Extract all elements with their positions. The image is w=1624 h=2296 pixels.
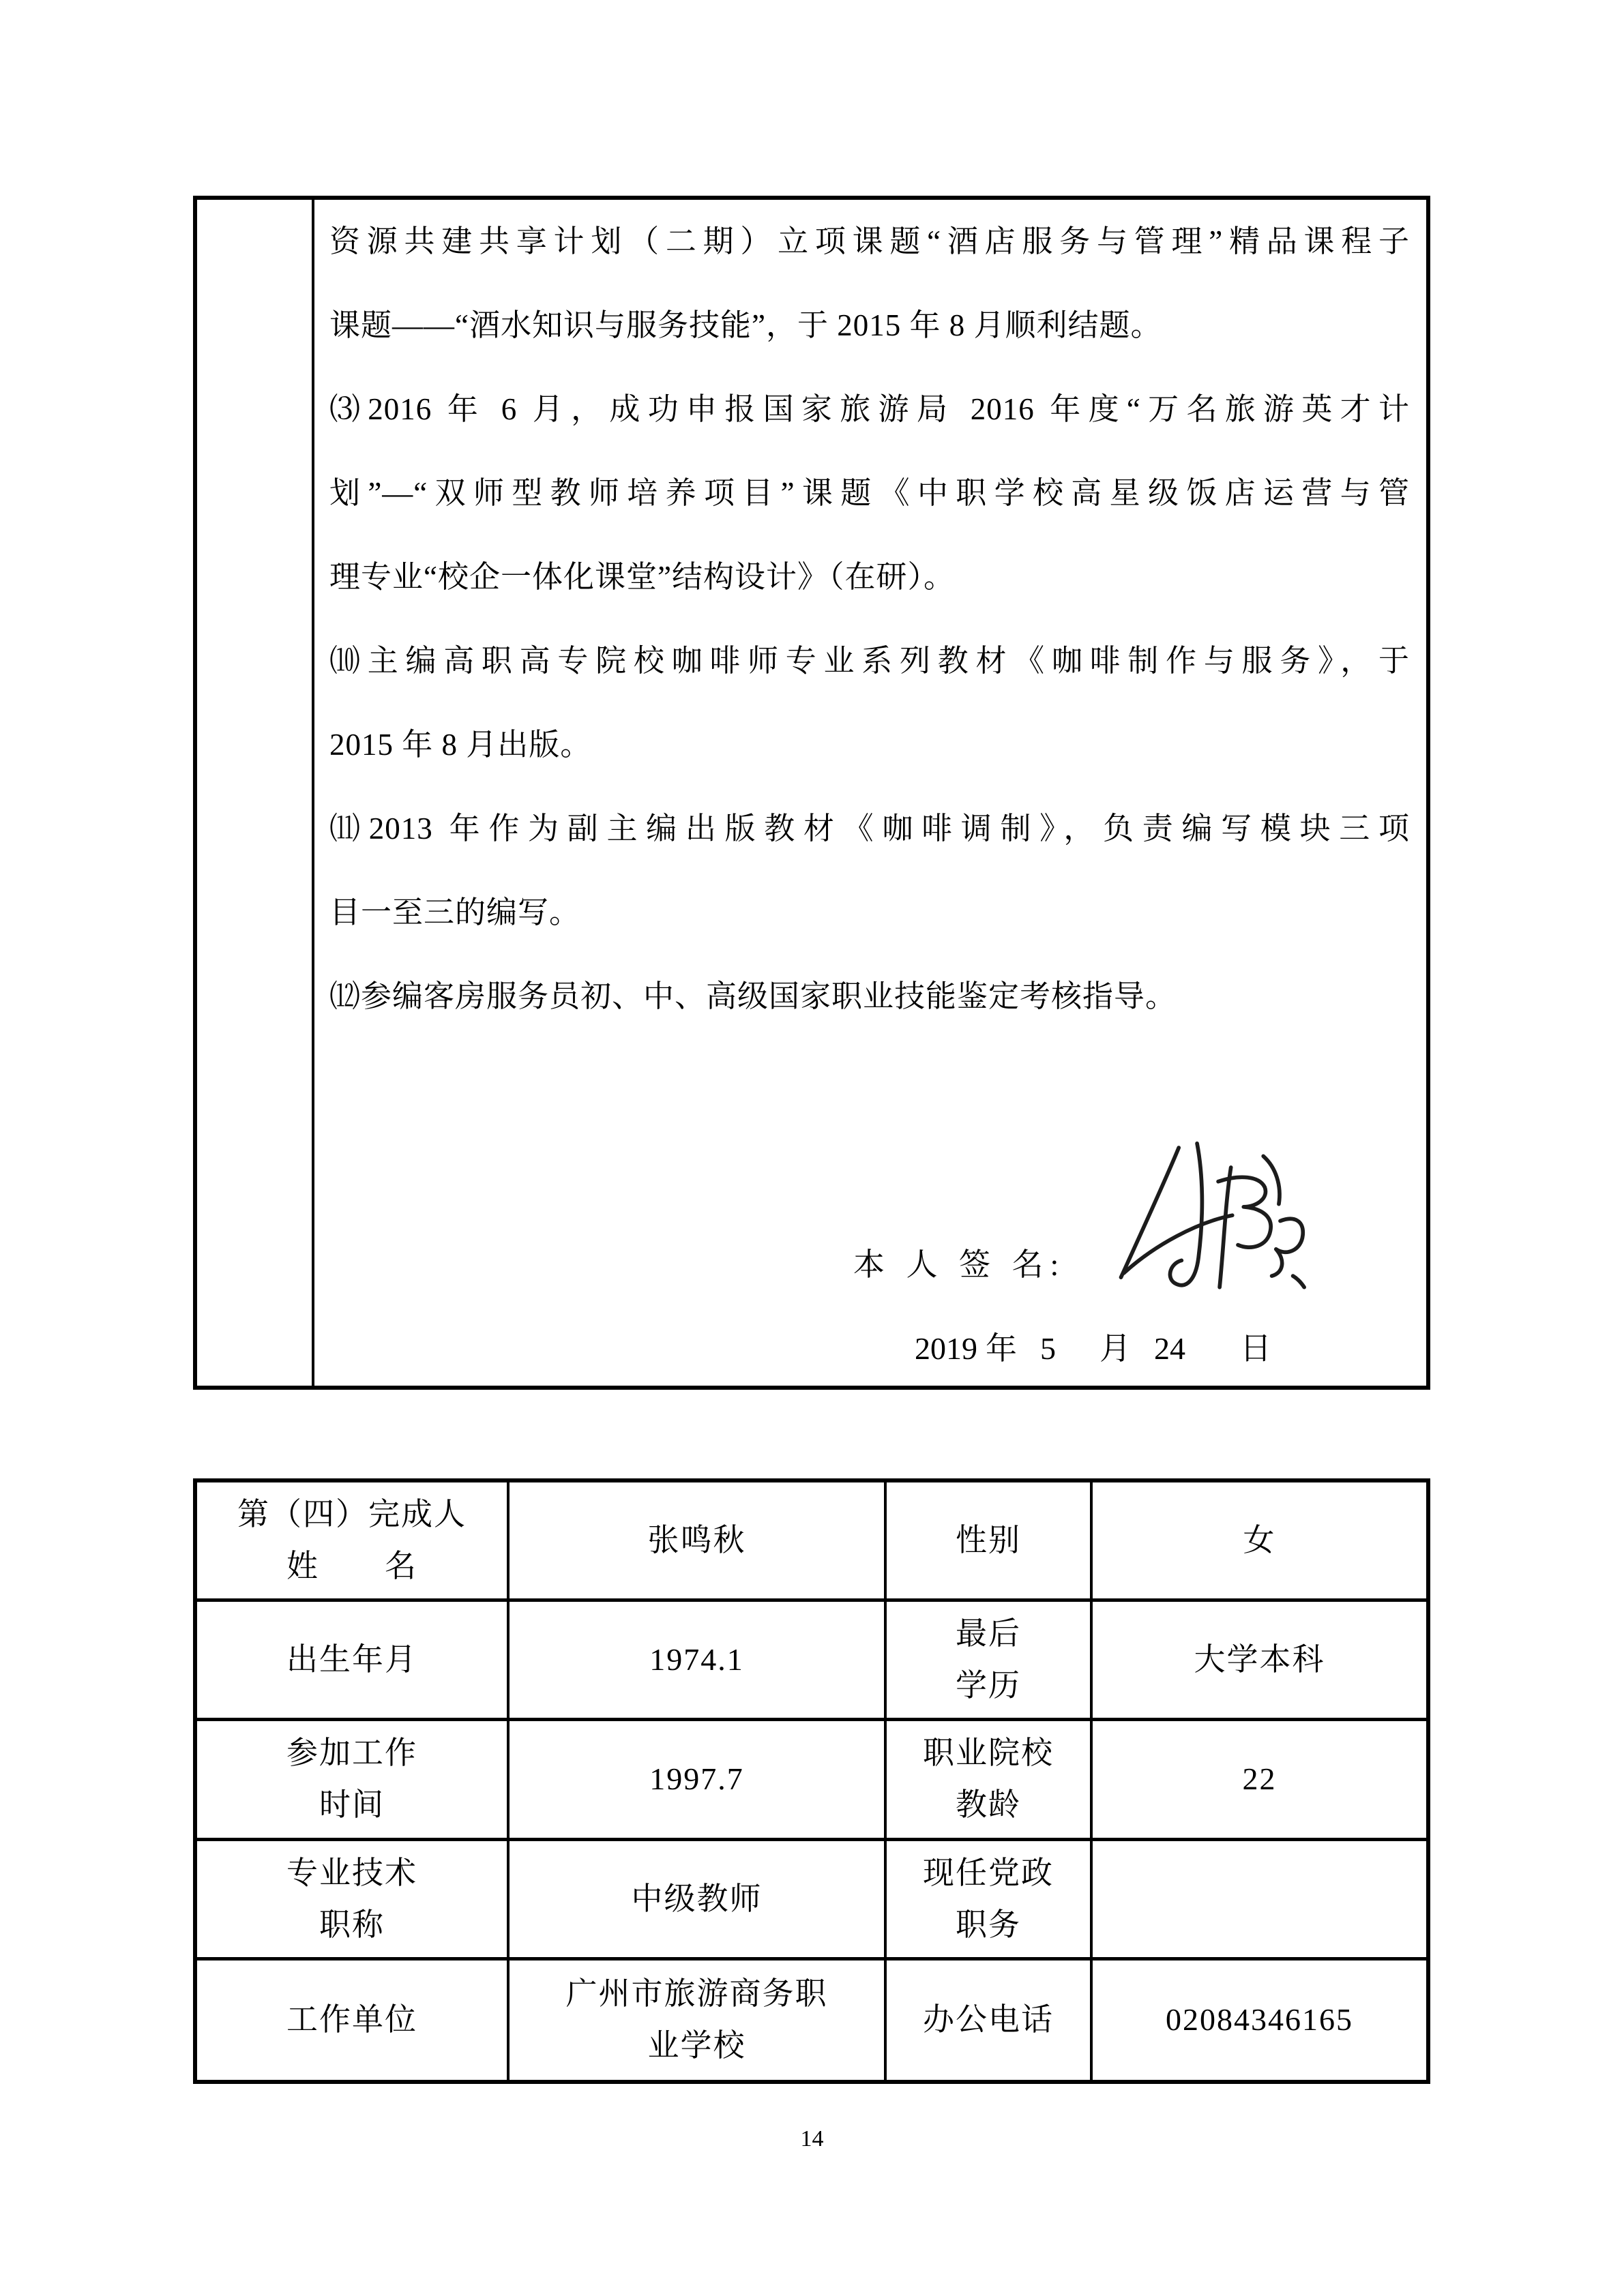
signature-date: [329, 1307, 1410, 1390]
field-value-line: 业学校: [647, 2028, 746, 2063]
field-label-line: 教龄: [956, 1787, 1021, 1823]
field-value-name: [510, 1482, 887, 1602]
field-label-education: [887, 1602, 1093, 1721]
field-label-line: 专业技术: [286, 1855, 417, 1890]
achievement-line: 理专业“校企一体化课堂”结构设计》（在研）。: [329, 560, 955, 594]
field-value-line: 22: [1242, 1761, 1277, 1797]
date-year-unit: 年: [986, 1331, 1017, 1366]
achievement-line: 课题——“酒水知识与服务技能”，于 2015 年 8 月顺利结题。: [329, 308, 1162, 342]
field-value-title: [510, 1841, 887, 1960]
field-label-line: 性别: [956, 1523, 1021, 1558]
field-value-education: [1093, 1602, 1426, 1721]
field-value-party-position: [1093, 1841, 1426, 1960]
page-number: 14: [800, 2126, 824, 2151]
field-value-line: 中级教师: [631, 1881, 763, 1916]
field-value-line: 张鸣秋: [647, 1523, 746, 1558]
achievement-line: ⑾2013 年作为副主编出版教材《咖啡调制》，负责编写模块三项: [329, 811, 1410, 846]
field-label-line: 工作单位: [286, 2002, 417, 2038]
field-label-line: 职业院校: [923, 1735, 1054, 1771]
field-value-line: 女: [1243, 1523, 1276, 1558]
signature-label: 本 人 签 名:: [853, 1247, 1066, 1282]
achievement-line: ⑿参编客房服务员初、中、高级国家职业技能鉴定考核指导。: [329, 979, 1177, 1013]
field-value-line: 02084346165: [1166, 2002, 1353, 2038]
field-label-line: 现任党政: [923, 1855, 1054, 1890]
field-label-birthdate: [197, 1602, 510, 1721]
field-value-employer: [510, 1960, 887, 2080]
achievement-line: ⑶2016 年 6 月，成功申报国家旅游局 2016 年度“万名旅游英才计: [329, 392, 1410, 426]
field-label-party-position: [887, 1841, 1093, 1960]
handwritten-signature: [1111, 1135, 1323, 1306]
date-day-unit: 日: [1240, 1331, 1271, 1366]
field-label-teaching-years: [887, 1721, 1093, 1840]
field-value-office-phone: [1093, 1960, 1426, 2080]
field-label-gender: [887, 1482, 1093, 1602]
achievement-line: 划”—“双师型教师培养项目”课题《中职学校高星级饭店运营与管: [329, 476, 1410, 510]
achievements-table: [193, 196, 1430, 1390]
side-column-cell: [197, 200, 314, 1386]
field-label-work-start: [197, 1721, 510, 1840]
date-month: 5: [1040, 1331, 1056, 1366]
field-label-employer: [197, 1960, 510, 2080]
field-label-line: 第（四）完成人: [237, 1497, 467, 1532]
field-value-teaching-years: [1093, 1721, 1426, 1840]
achievement-line: 资源共建共享计划（二期）立项课题“酒店服务与管理”精品课程子: [329, 224, 1410, 258]
field-label-line: 学历: [956, 1668, 1021, 1703]
field-label-line: 职称: [319, 1907, 385, 1942]
field-value-line: 1997.7: [649, 1761, 744, 1797]
field-label-line: 出生年月: [286, 1642, 417, 1678]
achievements-text-cell: [314, 200, 1426, 1386]
field-value-gender: [1093, 1482, 1426, 1602]
field-label-line: 时间: [319, 1787, 385, 1823]
field-label-line: 参加工作: [286, 1735, 417, 1771]
date-day: 24: [1154, 1331, 1185, 1366]
field-label-line: 职务: [956, 1907, 1021, 1942]
date-year: 2019: [915, 1331, 977, 1366]
achievement-line: 2015 年 8 月出版。: [329, 728, 592, 762]
field-label-name: [197, 1482, 510, 1602]
completer-info-table: [193, 1478, 1430, 2084]
field-value-birthdate: [510, 1602, 887, 1721]
field-value-work-start: [510, 1721, 887, 1840]
field-value-line: 大学本科: [1194, 1642, 1325, 1678]
field-value-line: 广州市旅游商务职: [565, 1976, 828, 2012]
field-label-line: 最后: [956, 1616, 1021, 1652]
field-value-line: 1974.1: [649, 1642, 744, 1678]
field-label-office-phone: [887, 1960, 1093, 2080]
date-month-unit: 月: [1099, 1331, 1131, 1366]
field-label-line: 姓 名: [286, 1549, 417, 1584]
field-label-title: [197, 1841, 510, 1960]
achievement-line: 目一至三的编写。: [329, 895, 581, 929]
field-label-line: 办公电话: [923, 2002, 1054, 2038]
achievement-line: ⑽主编高职高专院校咖啡师专业系列教材《咖啡制作与服务》，于: [329, 644, 1410, 678]
